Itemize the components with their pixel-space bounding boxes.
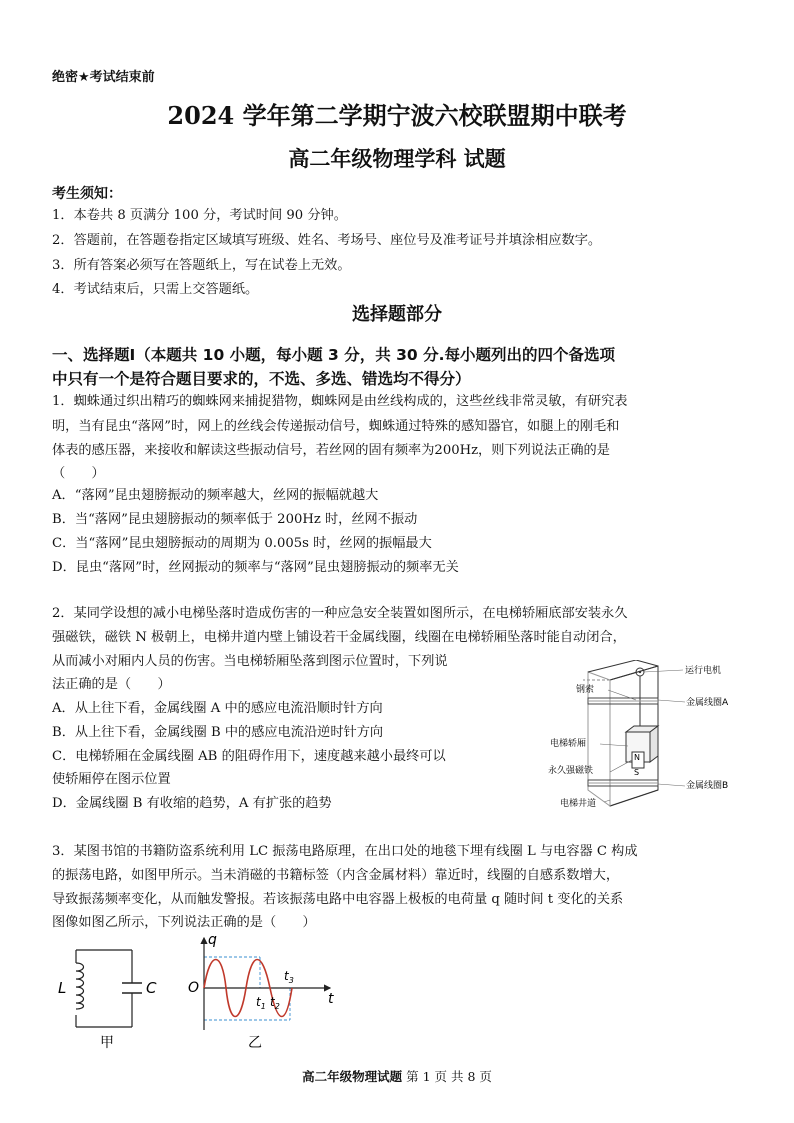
exam-title: 2024 学年第二学期宁波六校联盟期中联考: [167, 101, 627, 130]
q3-stem-line: 的振荡电路，如图甲所示。当未消磁的书籍标签（内含金属材料）靠近时，线圈的自感系数增大，: [52, 868, 620, 883]
notice-item: 4．考试结束后，只需上交答题纸。: [52, 282, 259, 297]
t2-label: $t_2$: [270, 995, 280, 1011]
q3-stem-line: 导致振荡频率变化，从而触发警报。若该振荡电路中电容器上极板的电荷量 q 随时间 t 变化的关系: [52, 892, 624, 907]
magnet-s-label: S: [634, 768, 640, 777]
label-magnet: 永久强磁铁: [548, 766, 594, 776]
label-cable: 钢索: [576, 685, 595, 695]
q2-option-a: A．从上往下看，金属线圈 A 中的感应电流沿顺时针方向: [52, 701, 383, 716]
label-coil-a: 金属线圈A: [686, 698, 729, 708]
confidential-mark: 绝密★考试结束前: [52, 70, 155, 85]
q1-stem-line: 明，当有昆虫“落网”时，网上的丝线会传递振动信号，蜘蛛通过特殊的感知器官，如腿上的刚毛和: [52, 419, 620, 434]
notice-item: 1．本卷共 8 页满分 100 分，考试时间 90 分钟。: [52, 208, 347, 223]
elevator-diagram: [548, 660, 748, 820]
capacitor-label: C: [146, 979, 157, 997]
inductor-label: L: [58, 979, 67, 997]
q2-option-c: C．电梯轿厢在金属线圈 AB 的阻碍作用下，速度越来越小最终可以: [52, 749, 446, 764]
notice-heading: 考生须知：: [52, 186, 122, 202]
t-axis-label: t: [328, 991, 334, 1007]
page-footer: [0, 1067, 794, 1085]
q-t-graph: [180, 930, 340, 1053]
section-title: 选择题部分: [352, 304, 442, 325]
q1-option-c: C．当“落网”昆虫翅膀振动的周期为 0.005s 时，丝网的振幅最大: [52, 536, 432, 551]
label-motor: 运行电机: [685, 666, 722, 676]
q1-answer-blank: （ ）: [52, 466, 105, 481]
exam-subtitle: 高二年级物理学科 试题: [288, 146, 506, 171]
label-car: 电梯轿厢: [550, 739, 587, 749]
q1-option-a: A．“落网”昆虫翅膀振动的频率越大，丝网的振幅就越大: [52, 488, 379, 503]
label-shaft: 电梯井道: [560, 799, 597, 809]
q1-option-b: B．当“落网”昆虫翅膀振动的频率低于 200Hz 时，丝网不振动: [52, 512, 418, 527]
notice-item: 2．答题前，在答题卷指定区域填写班级、姓名、考场号、座位号及准考证号并填涂相应数字。: [52, 233, 602, 248]
t1-label: $t_1$: [256, 995, 266, 1011]
q2-option-b: B．从上往下看，金属线圈 B 中的感应电流沿逆时针方向: [52, 725, 384, 740]
lc-circuit-diagram: [52, 935, 172, 1053]
q2-stem-line: 强磁铁，磁铁 N 极朝上，电梯井道内壁上铺设若干金属线圈，线圈在电梯轿厢坠落时能自动闭合，: [52, 630, 626, 645]
magnet-n-label: N: [634, 753, 640, 762]
q2-option-d: D．金属线圈 B 有收缩的趋势，A 有扩张的趋势: [52, 796, 332, 811]
q2-stem-line: 法正确的是（ ）: [52, 677, 171, 692]
q2-option-c-cont: 使轿厢停在图示位置: [52, 772, 171, 787]
coil-a: [588, 698, 658, 704]
footer-page-number: 第 1 页 共 8 页: [406, 1069, 492, 1084]
q-axis-label: q: [208, 932, 217, 948]
t3-label: $t_3$: [284, 969, 294, 985]
notice-item: 3．所有答案必须写在答题纸上，写在试卷上无效。: [52, 258, 351, 273]
part-title-line: 中只有一个是符合题目要求的，不选、多选、错选均不得分）: [52, 370, 471, 388]
label-coil-b: 金属线圈B: [686, 781, 729, 791]
q1-option-d: D．昆虫“落网”时，丝网振动的频率与“落网”昆虫翅膀振动的频率无关: [52, 560, 459, 575]
q3-stem-line: 3．某图书馆的书籍防盗系统利用 LC 振荡电路原理，在出口处的地毯下埋有线圈 L 与电容器 C 构成: [52, 844, 638, 859]
origin-label: O: [188, 980, 200, 996]
q2-stem-line: 从而减小对厢内人员的伤害。当电梯轿厢坠落到图示位置时，下列说: [52, 654, 448, 669]
footer-subject: 高二年级物理试题: [302, 1069, 403, 1084]
q2-stem-line: 2．某同学设想的减小电梯坠落时造成伤害的一种应急安全装置如图所示，在电梯轿厢底部安装永久: [52, 606, 628, 621]
coil-b: [588, 780, 658, 786]
q1-stem-line: 1．蜘蛛通过织出精巧的蜘蛛网来捕捉猎物，蜘蛛网是由丝线构成的，这些丝线非常灵敏，有研究表: [52, 394, 628, 409]
part-title-line: 一、选择题Ⅰ（本题共 10 小题，每小题 3 分，共 30 分.每小题列出的四个备选项: [52, 346, 615, 364]
q3-stem-line: 图像如图乙所示，下列说法正确的是（ ）: [52, 915, 316, 930]
figure-yi-label: 乙: [248, 1035, 262, 1051]
inductor-coil: [76, 963, 84, 1009]
q1-stem-line: 体表的感压器，来接收和解读这些振动信号，若丝网的固有频率为200Hz，则下列说法正确的是: [52, 443, 610, 458]
figure-jia-label: 甲: [100, 1035, 114, 1051]
